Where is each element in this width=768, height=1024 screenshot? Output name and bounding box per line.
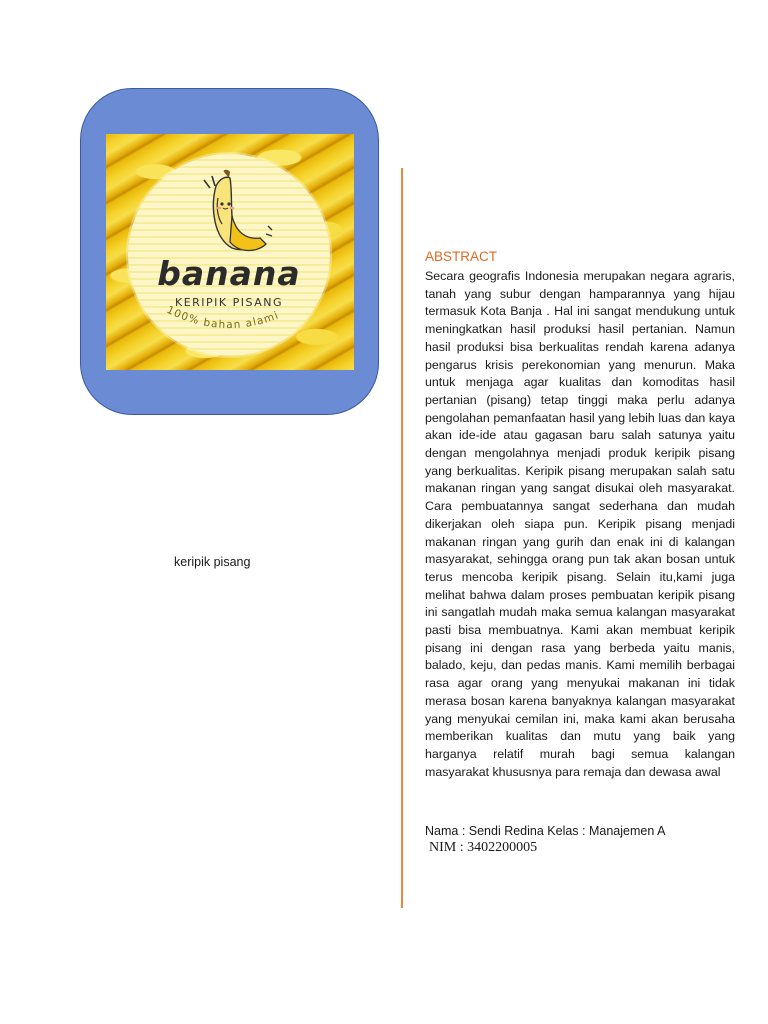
student-id: NIM : 3402200005	[429, 840, 537, 855]
column-divider	[401, 168, 403, 908]
label-circle	[128, 154, 330, 356]
product-label-image	[106, 134, 354, 370]
brand-subtitle: KERIPIK PISANG	[175, 296, 283, 309]
brand-name: banana	[157, 254, 301, 293]
abstract-heading: ABSTRACT	[425, 249, 498, 264]
tagline-arc	[162, 304, 296, 344]
tagline: 100% bahan alami	[164, 304, 281, 332]
svg-text:100% bahan alami	[165, 304, 281, 331]
author-info: Nama : Sendi Redina Kelas : Manajemen A	[425, 824, 666, 838]
abstract-body: Secara geografis Indonesia merupakan negara agraris, tanah yang subur dengan hamparannya yang hijau termasuk Kota Banja . Hal ini sangat mendukung untuk meningkatkan hasil produksi hasil pertanian. Namun hasil produksi bisa berkualitas rendah karena adanya pengarus krisis perekonomian yang menurun. Maka untuk menjaga agar kualitas dan komoditas hasil pertanian (pisang) tetap tinggi maka perlu adanya pengolahan pemanfaatan hasil yang lebih luas dan kaya akan ide-ide atau gagasan baru salah satunya yaitu dengan mengolahnya menjadi produk keripik pisang yang berkualitas. Keripik pisang merupakan salah satu makanan ringan yang sangat disukai oleh masyarakat. Cara pembuatannya sangat sederhana dan mudah dikerjakan oleh siapa pun. Keripik pisang menjadi makanan ringan yang gurih dan enak ini di kalangan masyarakat, sehingga orang pun tak akan bosan untuk terus mencoba keripik pisang. Selain itu,kami juga melihat bahwa dalam proses pembuatan keripik pisang ini sangatlah mudah maka semua kalangan masyarakat pasti bisa membuatnya. Kami akan membuat keripik pisang ini dengan rasa yang berbeda yaitu manis, balado, keju, dan pedas manis. Kami memilih berbagai rasa agar orang yang menyukai makanan ini tidak merasa bosan karena banyaknya kalangan masyarakat yang menyukai cemilan ini, maka kami akan berusaha memberikan kualitas dan mutu yang baik yang harganya relatif murah bagi semua kalangan masyarakat khususnya para remaja dan dewasa awal	[425, 269, 735, 779]
banana-icon	[188, 168, 274, 260]
image-caption: keripik pisang	[174, 555, 251, 569]
